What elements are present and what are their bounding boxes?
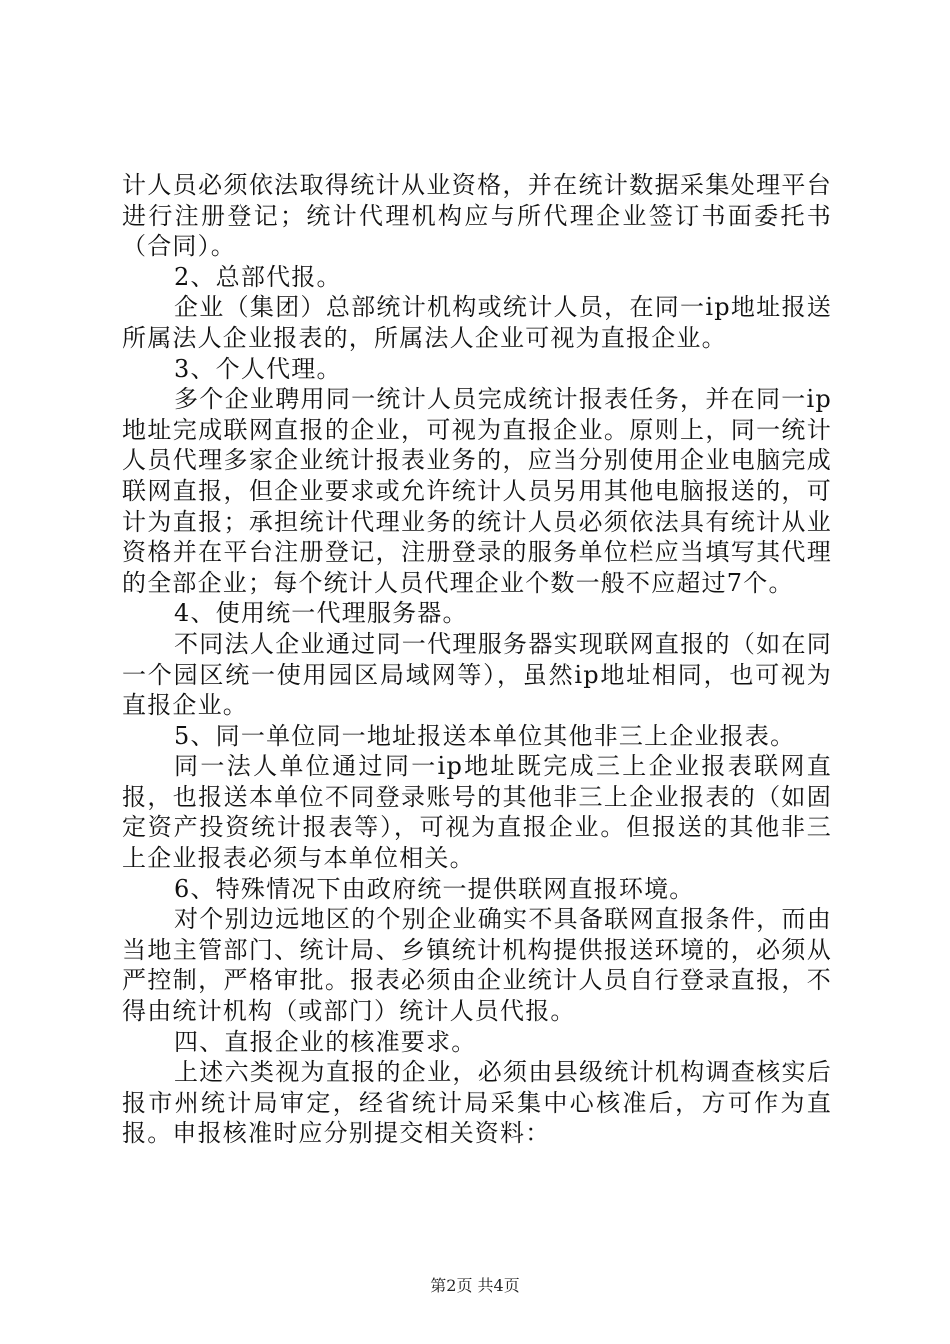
paragraph-item-5: 同一法人单位通过同一ip地址既完成三上企业报表联网直报，也报送本单位不同登录账号的其他非三上企业报表的（如固定资产投资统计报表等），可视为直报企业。但报送的其他非三上企业报表必须与本单位相关。 <box>122 752 832 873</box>
heading-item-6: 6、特殊情况下由政府统一提供联网直报环境。 <box>174 874 695 903</box>
document-body <box>122 170 832 1149</box>
heading-item-4: 4、使用统一代理服务器。 <box>174 599 468 628</box>
paragraph-item-3: 多个企业聘用同一统计人员完成统计报表任务，并在同一ip地址完成联网直报的企业，可视为直报企业。原则上，同一统计人员代理多家企业统计报表业务的，应当分别使用企业电脑完成联网直报，但企业要求或允许统计人员另用其他电脑报送的，可计为直报；承担统计代理业务的统计人员必须依法具有统计从业资格并在平台注册登记，注册登录的服务单位栏应当填写其代理的全部企业；每个统计人员代理企业个数一般不应超过7个。 <box>122 385 832 597</box>
paragraph-continuation: 计人员必须依法取得统计从业资格，并在统计数据采集处理平台进行注册登记；统计代理机构应与所代理企业签订书面委托书（合同）。 <box>122 171 832 261</box>
paragraph-item-2: 企业（集团）总部统计机构或统计人员，在同一ip地址报送所属法人企业报表的，所属法人企业可视为直报企业。 <box>122 293 832 352</box>
paragraph-section-4: 上述六类视为直报的企业，必须由县级统计机构调查核实后报市州统计局审定，经省统计局采集中心核准后，方可作为直报。申报核准时应分别提交相关资料： <box>122 1058 832 1148</box>
paragraph-item-6: 对个别边远地区的个别企业确实不具备联网直报条件，而由当地主管部门、统计局、乡镇统计机构提供报送环境的，必须从严控制，严格审批。报表必须由企业统计人员自行登录直报，不得由统计机构（或部门）统计人员代报。 <box>122 905 832 1026</box>
section-heading-4: 四、直报企业的核准要求。 <box>174 1027 477 1056</box>
heading-item-2: 2、总部代报。 <box>174 262 342 291</box>
paragraph-item-4: 不同法人企业通过同一代理服务器实现联网直报的（如在同一个园区统一使用园区局域网等），虽然ip地址相同，也可视为直报企业。 <box>122 629 832 720</box>
heading-item-3: 3、个人代理。 <box>174 354 342 383</box>
page-footer: 第2页 共4页 <box>430 1276 520 1295</box>
heading-item-5: 5、同一单位同一地址报送本单位其他非三上企业报表。 <box>174 721 796 750</box>
